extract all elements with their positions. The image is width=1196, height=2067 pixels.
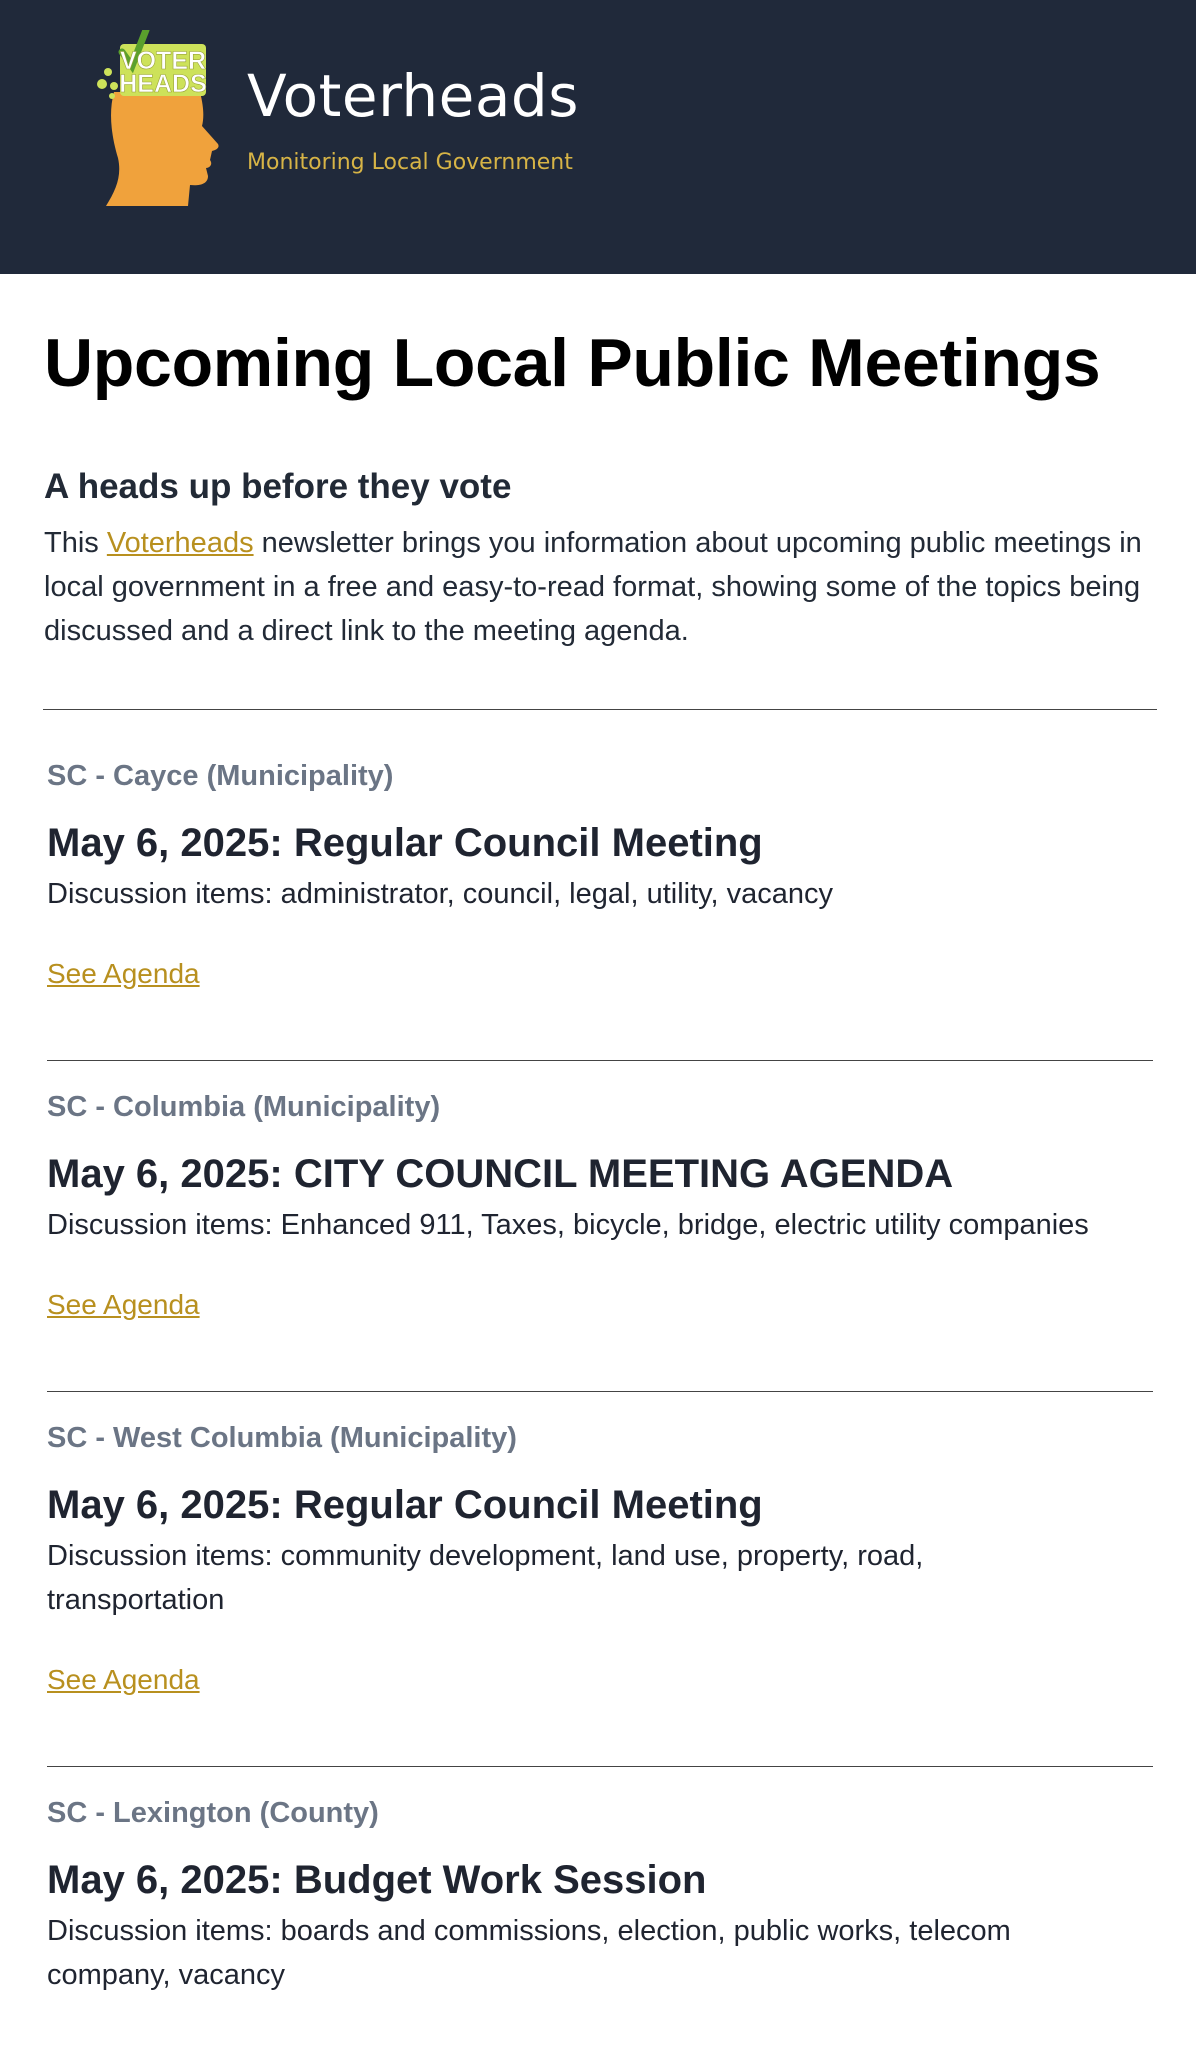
site-header [0, 0, 1196, 274]
intro-heading: A heads up before they vote [44, 466, 512, 506]
intro-suffix: newsletter brings you information about upcoming public meetings in local government in a free and easy-to-read format, showing some of the topics being discussed and a direct link to the meeting agenda. [44, 526, 1142, 647]
logo-text-heads: HEADS [119, 70, 207, 98]
newsletter-content [0, 326, 1196, 1997]
meeting-discussion-items: Discussion items: community development, land use, property, road, transportation [47, 1539, 924, 1616]
see-agenda-link[interactable]: See Agenda [47, 1663, 200, 1695]
intro-paragraph [44, 521, 1154, 653]
page-title: Upcoming Local Public Meetings [44, 325, 1101, 401]
meeting-title: May 6, 2025: CITY COUNCIL MEETING AGENDA [47, 1151, 954, 1196]
meeting-region: SC - Lexington (County) [47, 1796, 379, 1829]
meeting-title: May 6, 2025: Budget Work Session [47, 1857, 707, 1902]
meeting-title: May 6, 2025: Regular Council Meeting [47, 820, 763, 865]
meeting-divider [47, 1060, 1153, 1061]
meeting-card [44, 760, 1152, 990]
intro-prefix: This [44, 526, 107, 559]
meeting-card [44, 1091, 1152, 1321]
meeting-divider [47, 1391, 1153, 1392]
meeting-region: SC - West Columbia (Municipality) [47, 1421, 517, 1454]
meeting-title: May 6, 2025: Regular Council Meeting [47, 1482, 763, 1527]
see-agenda-link[interactable]: See Agenda [47, 1288, 200, 1320]
voterheads-logo-icon[interactable] [92, 30, 222, 210]
meeting-divider [47, 1766, 1153, 1767]
meeting-region: SC - Columbia (Municipality) [47, 1090, 441, 1123]
voterheads-link[interactable]: Voterheads [106, 526, 254, 559]
meeting-discussion-items: Discussion items: boards and commissions, election, public works, telecom company, vacancy [47, 1914, 1011, 1991]
meeting-region: SC - Cayce (Municipality) [47, 759, 394, 792]
brand-tagline: Monitoring Local Government [247, 150, 573, 175]
section-divider [43, 709, 1157, 710]
meeting-card [44, 1422, 1152, 1696]
logo-text-voter: VOTER [119, 47, 207, 75]
brand-name: Voterheads [247, 62, 579, 130]
meeting-discussion-items: Discussion items: administrator, council, legal, utility, vacancy [47, 877, 833, 910]
see-agenda-link[interactable]: See Agenda [47, 957, 200, 989]
meeting-card [44, 1797, 1152, 1997]
meeting-discussion-items: Discussion items: Enhanced 911, Taxes, bicycle, bridge, electric utility companies [47, 1208, 1089, 1241]
